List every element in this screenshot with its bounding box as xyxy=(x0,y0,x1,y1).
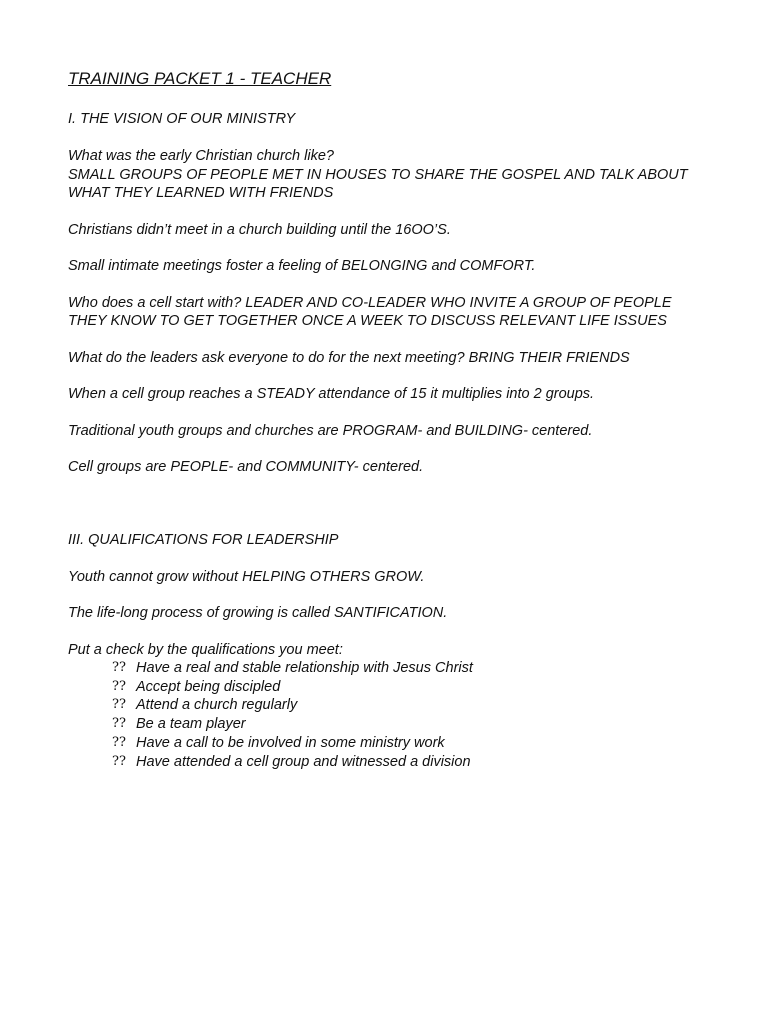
multiply-paragraph: When a cell group reaches a STEADY attendance of 15 it multiplies into 2 groups. xyxy=(68,386,595,402)
section-1-heading: I. THE VISION OF OUR MINISTRY xyxy=(68,111,296,127)
bullet-glyph: ?? xyxy=(112,678,126,694)
cell-start-line-1: Who does a cell start with? LEADER AND CO-LEADER WHO INVITE A GROUP OF PEOPLE xyxy=(68,294,672,311)
list-item-text: Accept being discipled xyxy=(136,678,281,695)
santification-paragraph: The life-long process of growing is called SANTIFICATION. xyxy=(68,605,448,621)
list-item-text: Have a call to be involved in some ministry work xyxy=(136,734,445,751)
qualifications-checklist xyxy=(68,659,728,771)
next-meeting-paragraph: What do the leaders ask everyone to do for the next meeting? BRING THEIR FRIENDS xyxy=(68,349,630,366)
belonging-paragraph: Small intimate meetings foster a feeling of BELONGING and COMFORT. xyxy=(68,258,536,274)
list-item xyxy=(112,715,728,734)
church-building-paragraph: Christians didn’t meet in a church building until the 16OO’S. xyxy=(68,221,451,238)
early-church-answer-line-1: SMALL GROUPS OF PEOPLE MET IN HOUSES TO SHARE THE GOSPEL AND TALK ABOUT xyxy=(68,166,688,183)
list-item xyxy=(112,678,728,697)
list-item xyxy=(112,753,728,772)
cell-groups-paragraph: Cell groups are PEOPLE- and COMMUNITY- centered. xyxy=(68,459,424,475)
early-church-answer-line-2: WHAT THEY LEARNED WITH FRIENDS xyxy=(68,185,334,201)
list-item-text: Have a real and stable relationship with Jesus Christ xyxy=(136,660,473,676)
bullet-glyph: ?? xyxy=(112,716,126,732)
section-spacer xyxy=(68,495,728,531)
list-item-text: Attend a church regularly xyxy=(136,697,298,714)
cell-start-paragraph xyxy=(68,294,728,331)
bullet-glyph: ?? xyxy=(112,660,126,675)
checklist-intro: Put a check by the qualifications you meet: xyxy=(68,641,343,658)
document-page xyxy=(68,68,728,771)
bullet-glyph: ?? xyxy=(112,753,126,769)
early-church-paragraph xyxy=(68,147,728,203)
list-item xyxy=(112,734,728,753)
traditional-groups-paragraph: Traditional youth groups and churches are PROGRAM- and BUILDING- centered. xyxy=(68,422,593,439)
section-3-heading: III. QUALIFICATIONS FOR LEADERSHIP xyxy=(68,531,339,548)
document-title: TRAINING PACKET 1 - TEACHER xyxy=(68,69,332,88)
cell-start-line-2: THEY KNOW TO GET TOGETHER ONCE A WEEK TO DISCUSS RELEVANT LIFE ISSUES xyxy=(68,313,667,329)
list-item-text: Be a team player xyxy=(136,716,246,733)
bullet-glyph: ?? xyxy=(112,697,126,713)
list-item-text: Have attended a cell group and witnessed a division xyxy=(136,753,471,770)
early-church-question: What was the early Christian church like? xyxy=(68,148,334,164)
bullet-glyph: ?? xyxy=(112,734,126,750)
helping-others-paragraph: Youth cannot grow without HELPING OTHERS GROW. xyxy=(68,568,425,585)
list-item xyxy=(112,696,728,715)
list-item xyxy=(112,659,728,678)
